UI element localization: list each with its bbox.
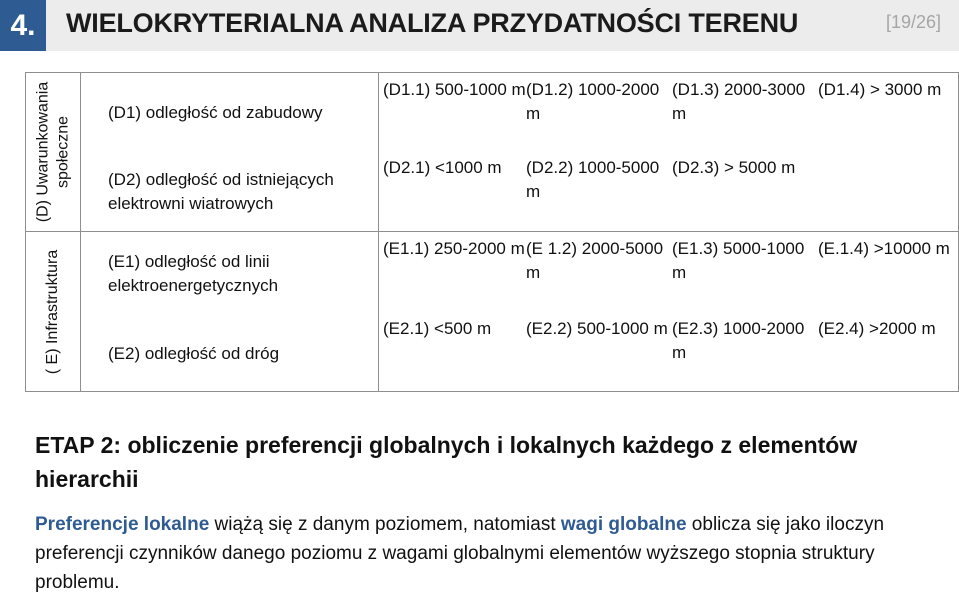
criteria-table	[25, 72, 959, 392]
table-divider	[378, 73, 379, 391]
slide-number: 4.	[0, 0, 46, 51]
value-d1-1: (D1.1) 500-1000 m	[383, 80, 526, 99]
page-title: WIELOKRYTERIALNA ANALIZA PRZYDATNOŚCI TERENU	[66, 8, 799, 38]
value-d2-1: (D2.1) <1000 m	[383, 158, 502, 177]
value-e2-1: (E2.1) <500 m	[383, 319, 492, 338]
table-divider	[26, 231, 958, 232]
criterion-e1: (E1) odległość od linii elektroenergetycznych	[108, 252, 279, 295]
group-label-d: (D) Uwarunkowania społeczne	[34, 81, 71, 223]
value-e1-3: (E1.3) 5000-1000 m	[672, 239, 805, 282]
value-d2-2: (D2.2) 1000-5000 m	[526, 158, 660, 201]
description-paragraph: Preferencje lokalne wiążą się z danym poziomem, natomiast wagi globalne oblicza się jako iloczyn preferencji czynników danego poziomu z wagami globalnymi elementów wyższego stopnia struktury problemu.	[35, 514, 885, 593]
table-divider	[80, 73, 81, 391]
value-d2-3: (D2.3) > 5000 m	[672, 158, 796, 177]
group-label-e: ( E) Infrastruktura	[44, 249, 62, 375]
criterion-d1: (D1) odległość od zabudowy	[108, 103, 323, 122]
criterion-e2: (E2) odległość od dróg	[108, 344, 280, 363]
value-e2-3: (E2.3) 1000-2000 m	[672, 319, 805, 362]
value-e2-2: (E2.2) 500-1000 m	[526, 319, 668, 338]
value-d1-2: (D1.2) 1000-2000 m	[526, 80, 660, 123]
page-counter: [19/26]	[885, 12, 941, 32]
etap-heading: ETAP 2: obliczenie preferencji globalnych i lokalnych każdego z elementów hierarchii	[35, 432, 858, 492]
value-e1-2: (E 1.2) 2000-5000 m	[526, 239, 664, 282]
criterion-d2: (D2) odległość od istniejących elektrowni wiatrowych	[108, 170, 334, 213]
value-e1-4: (E.1.4) >10000 m	[818, 239, 950, 258]
value-e2-4: (E2.4) >2000 m	[818, 319, 936, 338]
value-d1-4: (D1.4) > 3000 m	[818, 80, 942, 99]
slide-header	[0, 0, 959, 51]
value-d1-3: (D1.3) 2000-3000 m	[672, 80, 806, 123]
global-weights-term: wagi globalne	[560, 514, 687, 535]
value-e1-1: (E1.1) 250-2000 m	[383, 239, 525, 258]
local-preferences-term: Preferencje lokalne	[35, 514, 210, 535]
